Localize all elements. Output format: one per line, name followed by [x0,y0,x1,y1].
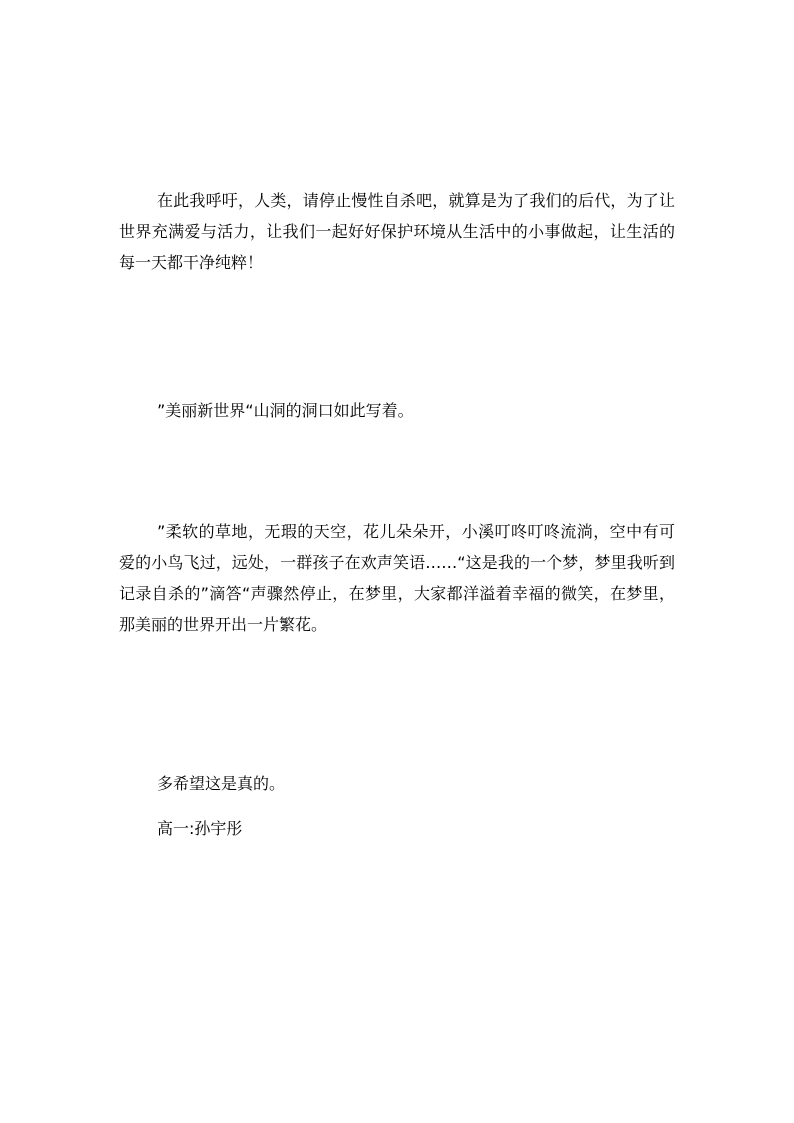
paragraph-appeal: 在此我呼吁，人类，请停止慢性自杀吧，就算是为了我们的后代，为了让世界充满爱与活力，让我们一起好好保护环境从生活中的小事做起，让生活的每一天都干净纯粹！ [119,191,675,272]
author-signature: 高一:孙宇彤 [157,819,243,838]
paragraph-wish: 多希望这是真的。 [157,774,286,793]
paragraph-dream: ”柔软的草地，无瑕的天空，花儿朵朵开，小溪叮咚叮咚流淌，空中有可爱的小鸟飞过，远处，一群孩子在欢声笑语……“这是我的一个梦，梦里我听到记录自杀的”滴答“声骤然停止，在梦里，大家都洋溢着幸福的微笑，在梦里，那美丽的世界开出一片繁花。 [119,522,675,634]
paragraph-cave-inscription: ”美丽新世界“山洞的洞口如此写着。 [157,401,414,420]
